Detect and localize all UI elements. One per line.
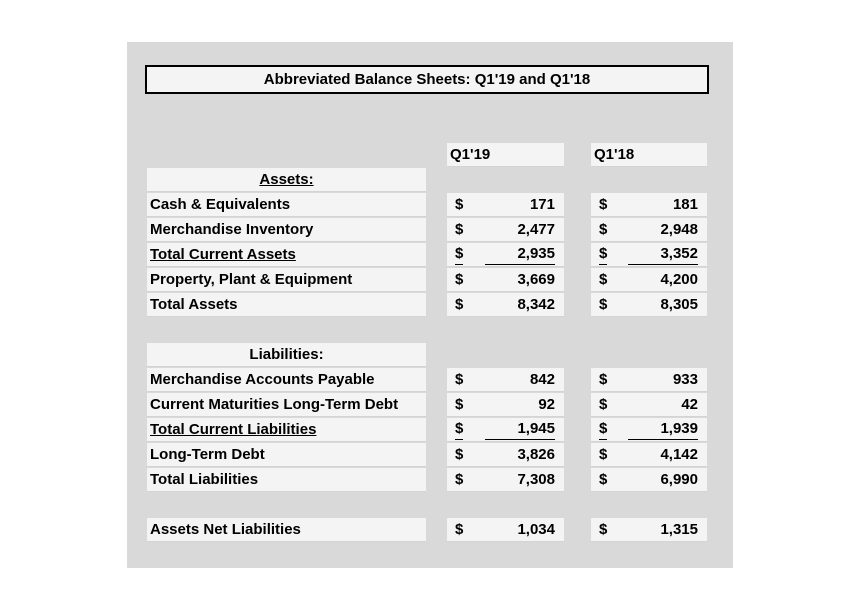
value-q118: $ 4,200 [591, 268, 707, 292]
value-q118: $ 42 [591, 393, 707, 417]
value-q118: $ 181 [591, 193, 707, 217]
value-q119: $ 2,935 [447, 243, 564, 267]
row-label: Long-Term Debt [147, 443, 426, 467]
value-q119: $ 92 [447, 393, 564, 417]
value-q119: $ 842 [447, 368, 564, 392]
liabilities-heading: Liabilities: [147, 343, 426, 367]
row-label: Total Current Assets [147, 243, 426, 267]
assets-heading: Assets: [147, 168, 426, 192]
value-q118: $ 4,142 [591, 443, 707, 467]
value-q118: $ 6,990 [591, 468, 707, 492]
row-label: Total Liabilities [147, 468, 426, 492]
row-label: Merchandise Accounts Payable [147, 368, 426, 392]
value-q118: $ 3,352 [591, 243, 707, 267]
value-q119: $ 1,945 [447, 418, 564, 442]
row-label: Property, Plant & Equipment [147, 268, 426, 292]
value-q118: $ 933 [591, 368, 707, 392]
net-value-q118: $ 1,315 [591, 518, 707, 542]
value-q119: $ 3,826 [447, 443, 564, 467]
value-q119: $ 7,308 [447, 468, 564, 492]
row-label: Total Current Liabilities [147, 418, 426, 442]
row-label: Current Maturities Long-Term Debt [147, 393, 426, 417]
net-row-label: Assets Net Liabilities [147, 518, 426, 542]
value-q119: $ 3,669 [447, 268, 564, 292]
value-q118: $ 2,948 [591, 218, 707, 242]
value-q118: $ 8,305 [591, 293, 707, 317]
column-header-q119: Q1'19 [447, 143, 564, 167]
value-q119: $ 8,342 [447, 293, 564, 317]
sheet-title: Abbreviated Balance Sheets: Q1'19 and Q1'18 [145, 65, 709, 94]
value-q119: $ 2,477 [447, 218, 564, 242]
row-label: Cash & Equivalents [147, 193, 426, 217]
column-header-q118: Q1'18 [591, 143, 707, 167]
row-label: Total Assets [147, 293, 426, 317]
value-q119: $ 171 [447, 193, 564, 217]
net-value-q119: $ 1,034 [447, 518, 564, 542]
row-label: Merchandise Inventory [147, 218, 426, 242]
value-q118: $ 1,939 [591, 418, 707, 442]
